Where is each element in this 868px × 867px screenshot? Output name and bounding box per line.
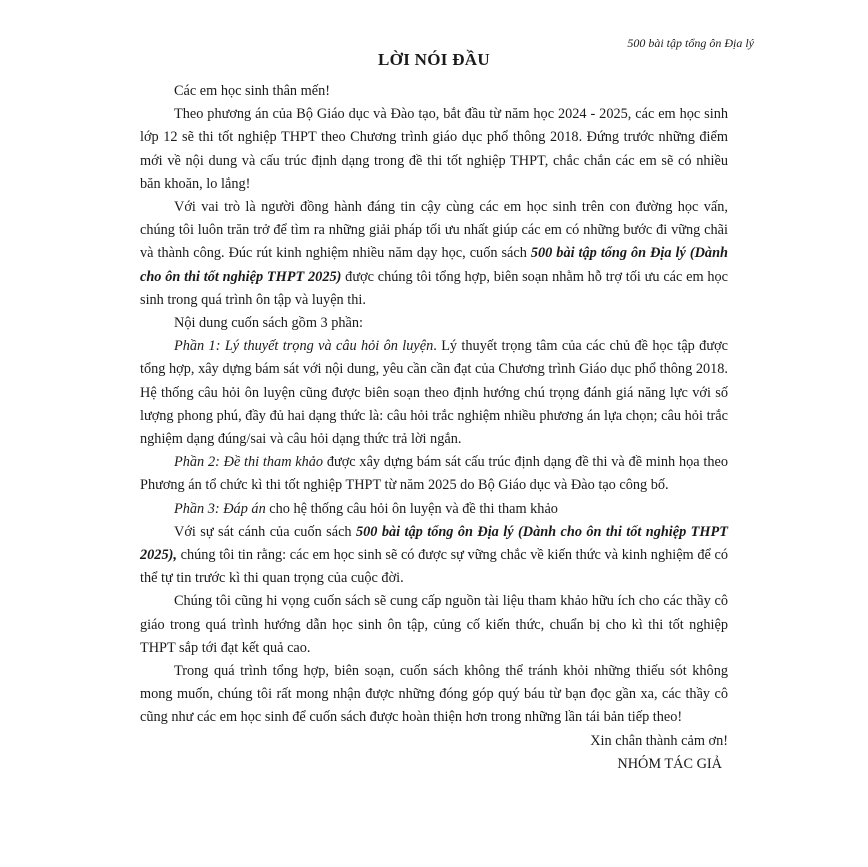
part-3-label: Phần 3: Đáp án — [174, 500, 266, 517]
part-2-text: được xây dựng bám sát cấu trúc định dạng đề thi và đề minh họa theo Phương án tổ chức kì thi tốt nghiệp THPT từ năm 2025 do Bộ Giáo dục và Đào tạo công bố. — [140, 454, 728, 494]
foreword-body — [140, 80, 728, 776]
paragraph-3: Nội dung cuốn sách gồm 3 phần: — [174, 315, 364, 332]
paragraph-5: Chúng tôi cũng hi vọng cuốn sách sẽ cung cấp nguồn tài liệu tham khảo hữu ích cho các thầy cô giáo trong quá trình hướng dẫn học sinh ôn tập, củng cố kiến thức, chuẩn bị cho kì thi tốt nghiệp THPT sắp tới đạt kết quả cao. — [140, 593, 728, 656]
part-1 — [140, 335, 728, 451]
part-2-label: Phần 2: Đề thi tham khảo — [174, 454, 324, 471]
signature: NHÓM TÁC GIẢ — [617, 755, 722, 772]
greeting: Các em học sinh thân mến! — [174, 83, 331, 99]
paragraph-4-text-b: chúng tôi tin rằng: các em học sinh sẽ có được sự vững chắc về kiến thức và kinh nghiệm để có thể tự tin trước kì thi quan trọng của cuộc đời. — [140, 547, 728, 587]
page-title: LỜI NÓI ĐẦU — [378, 50, 490, 69]
part-1-text: . Lý thuyết trọng tâm của các chủ đề học tập được tổng hợp, xây dựng bám sát với nội dung, yêu cần cần đạt của Chương trình Giáo dục phổ thông 2018. Hệ thống câu hỏi ôn luyện cũng được biên soạn theo định hướng chú trọng đánh giá năng lực với số lượng phong phú, đầy đủ hai dạng thức là: câu hỏi trắc nghiệm nhiều phương án lựa chọn; câu hỏi trắc nghiệm dạng đúng/sai và câu hỏi dạng thức trả lời ngắn. — [140, 338, 728, 448]
closing-thanks: Xin chân thành cảm ơn! — [590, 732, 728, 749]
part-3-text: cho hệ thống câu hỏi ôn luyện và đề thi tham khảo — [265, 500, 558, 517]
paragraph-2-text-a: Với vai trò là người đồng hành đáng tin cậy cùng các em học sinh trên con đường học vấn, chúng tôi luôn trăn trở để tìm ra những giải pháp tối ưu nhất giúp các em có những bước đi vững chãi và thành công. Đúc rút kinh nghiệm nhiều năm dạy học, cuốn sách — [140, 199, 728, 262]
book-title: 500 bài tập tổng ôn Địa lý (Dành cho ôn thi tốt nghiệp THPT 2025) — [140, 245, 728, 285]
running-header: 500 bài tập tổng ôn Địa lý — [627, 36, 754, 50]
book-title-2: 500 bài tập tổng ôn Địa lý (Dành cho ôn thi tốt nghiệp THPT 2025), — [140, 523, 728, 564]
part-3 — [140, 498, 728, 521]
paragraph-4-text-a: Với sự sát cánh của cuốn sách — [174, 523, 356, 540]
paragraph-6: Trong quá trình tổng hợp, biên soạn, cuốn sách không thể tránh khỏi những thiếu sót không mong muốn, chúng tôi rất mong nhận được những đóng góp quý báu từ bạn đọc gần xa, các thầy cô cũng như các em học sinh để cuốn sách được hoàn thiện hơn trong những lần tái bản tiếp theo! — [140, 663, 728, 726]
part-1-label: Phần 1: Lý thuyết trọng và câu hỏi ôn luyện — [174, 338, 434, 355]
paragraph-2-text-b: được chúng tôi tổng hợp, biên soạn nhằm hỗ trợ tối ưu các em học sinh trong quá trình ôn tập và luyện thi. — [140, 268, 729, 308]
part-2 — [140, 451, 728, 497]
paragraph-4 — [140, 521, 728, 591]
paragraph-2 — [140, 196, 728, 312]
paragraph-1: Theo phương án của Bộ Giáo dục và Đào tạo, bắt đầu từ năm học 2024 - 2025, các em học sinh lớp 12 sẽ thi tốt nghiệp THPT theo Chương trình giáo dục phổ thông 2018. Đứng trước những điểm mới về nội dung và cấu trúc định dạng trong đề thi tốt nghiệp THPT, chắc chắn các em sẽ có nhiều băn khoăn, lo lắng! — [140, 106, 728, 192]
